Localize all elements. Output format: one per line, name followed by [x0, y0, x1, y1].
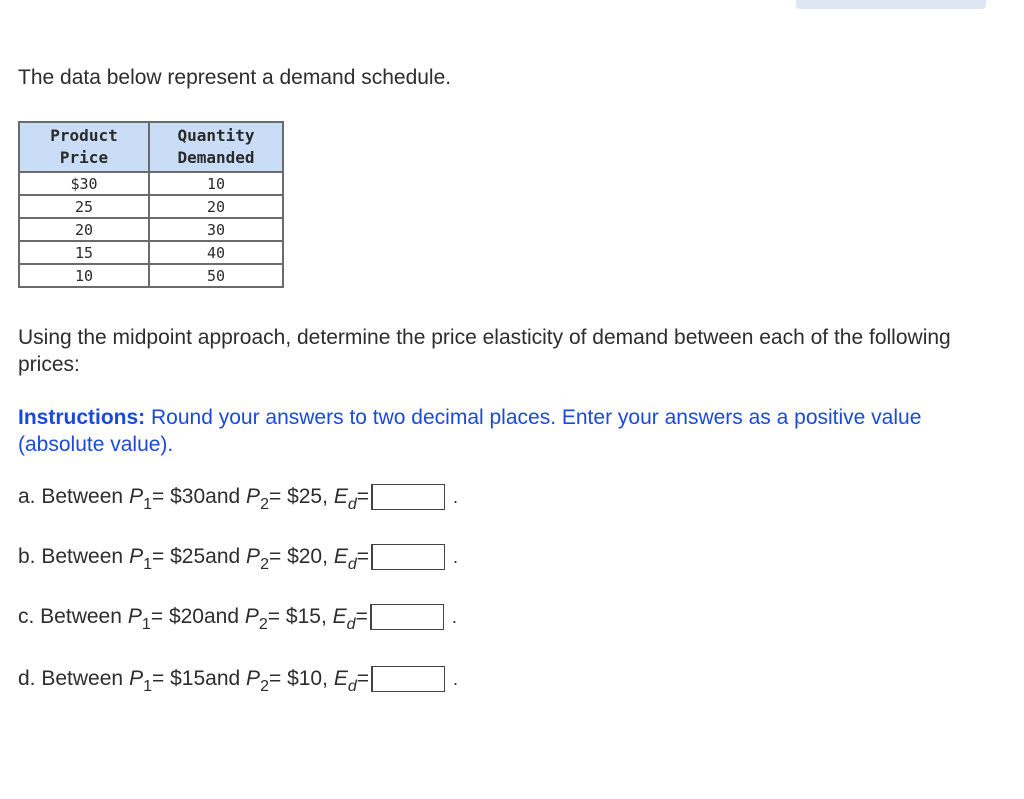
instructions-lead: Instructions:	[18, 406, 146, 429]
answer-input-c[interactable]	[370, 604, 444, 630]
table-row	[19, 172, 283, 195]
item-d: d. Between $P_1$ = $15 and $P_2$ = $10 , $E_d$ = .	[18, 667, 459, 695]
p1-symbol: $P_1$	[129, 545, 152, 573]
quantity-cell: 50	[149, 264, 283, 287]
header-product-price: Product Price	[19, 122, 149, 172]
p2-value: $10	[287, 667, 323, 690]
answer-input-b[interactable]	[371, 544, 445, 570]
ed-symbol: $E_d$	[332, 605, 356, 633]
table-row	[19, 264, 283, 287]
quantity-cell: 10	[149, 172, 283, 195]
intro-text: The data below represent a demand schedule.	[18, 66, 452, 89]
table-row	[19, 241, 283, 264]
price-cell: $30	[19, 172, 149, 195]
p2-value: $25	[287, 485, 323, 508]
demand-schedule-table	[18, 121, 284, 288]
ed-symbol: $E_d$	[333, 667, 357, 695]
p1-symbol: $P_1$	[129, 485, 152, 513]
item-b: b. Between $P_1$ = $25 and $P_2$ = $20 , $E_d$ = .	[18, 545, 459, 573]
top-bar	[796, 0, 986, 9]
price-cell: 10	[19, 264, 149, 287]
p2-value: $15	[285, 605, 321, 628]
answer-input-d[interactable]	[371, 666, 445, 692]
quantity-cell: 20	[149, 195, 283, 218]
price-cell: 15	[19, 241, 149, 264]
item-c: c. Between $P_1$ = $20 and $P_2$ = $15 , $E_d$ = .	[18, 605, 457, 633]
p1-value: $25	[170, 545, 206, 568]
ed-symbol: $E_d$	[333, 485, 357, 513]
quantity-cell: 30	[149, 218, 283, 241]
table-row	[19, 218, 283, 241]
quantity-cell: 40	[149, 241, 283, 264]
p2-symbol: $P_2$	[244, 605, 268, 633]
table-header-row	[19, 122, 283, 172]
instructions-text: Round your answers to two decimal places. Enter your answers as a positive value (absolute value).	[18, 406, 922, 456]
item-prefix: b. Between	[18, 545, 124, 568]
ed-symbol: $E_d$	[333, 545, 357, 573]
table-row	[19, 195, 283, 218]
item-a: a. Between $P_1$ = $30 and $P_2$ = $25 , $E_d$ = .	[18, 485, 459, 513]
p1-symbol: $P_1$	[129, 667, 152, 695]
p1-value: $20	[168, 605, 204, 628]
price-cell: 25	[19, 195, 149, 218]
item-prefix: d. Between	[18, 667, 124, 690]
price-cell: 20	[19, 218, 149, 241]
p2-symbol: $P_2$	[246, 485, 269, 513]
p2-value: $20	[287, 545, 323, 568]
instructions	[18, 404, 998, 458]
p1-value: $15	[170, 667, 206, 690]
question-text: Using the midpoint approach, determine the price elasticity of demand between each of the following prices:	[18, 326, 951, 376]
header-quantity-demanded: Quantity Demanded	[149, 122, 283, 172]
p2-symbol: $P_2$	[246, 667, 269, 695]
answer-input-a[interactable]	[371, 484, 445, 510]
p1-value: $30	[170, 485, 206, 508]
p2-symbol: $P_2$	[246, 545, 269, 573]
item-prefix: c. Between	[18, 605, 122, 628]
p1-symbol: $P_1$	[127, 605, 151, 633]
item-prefix: a. Between	[18, 485, 124, 508]
